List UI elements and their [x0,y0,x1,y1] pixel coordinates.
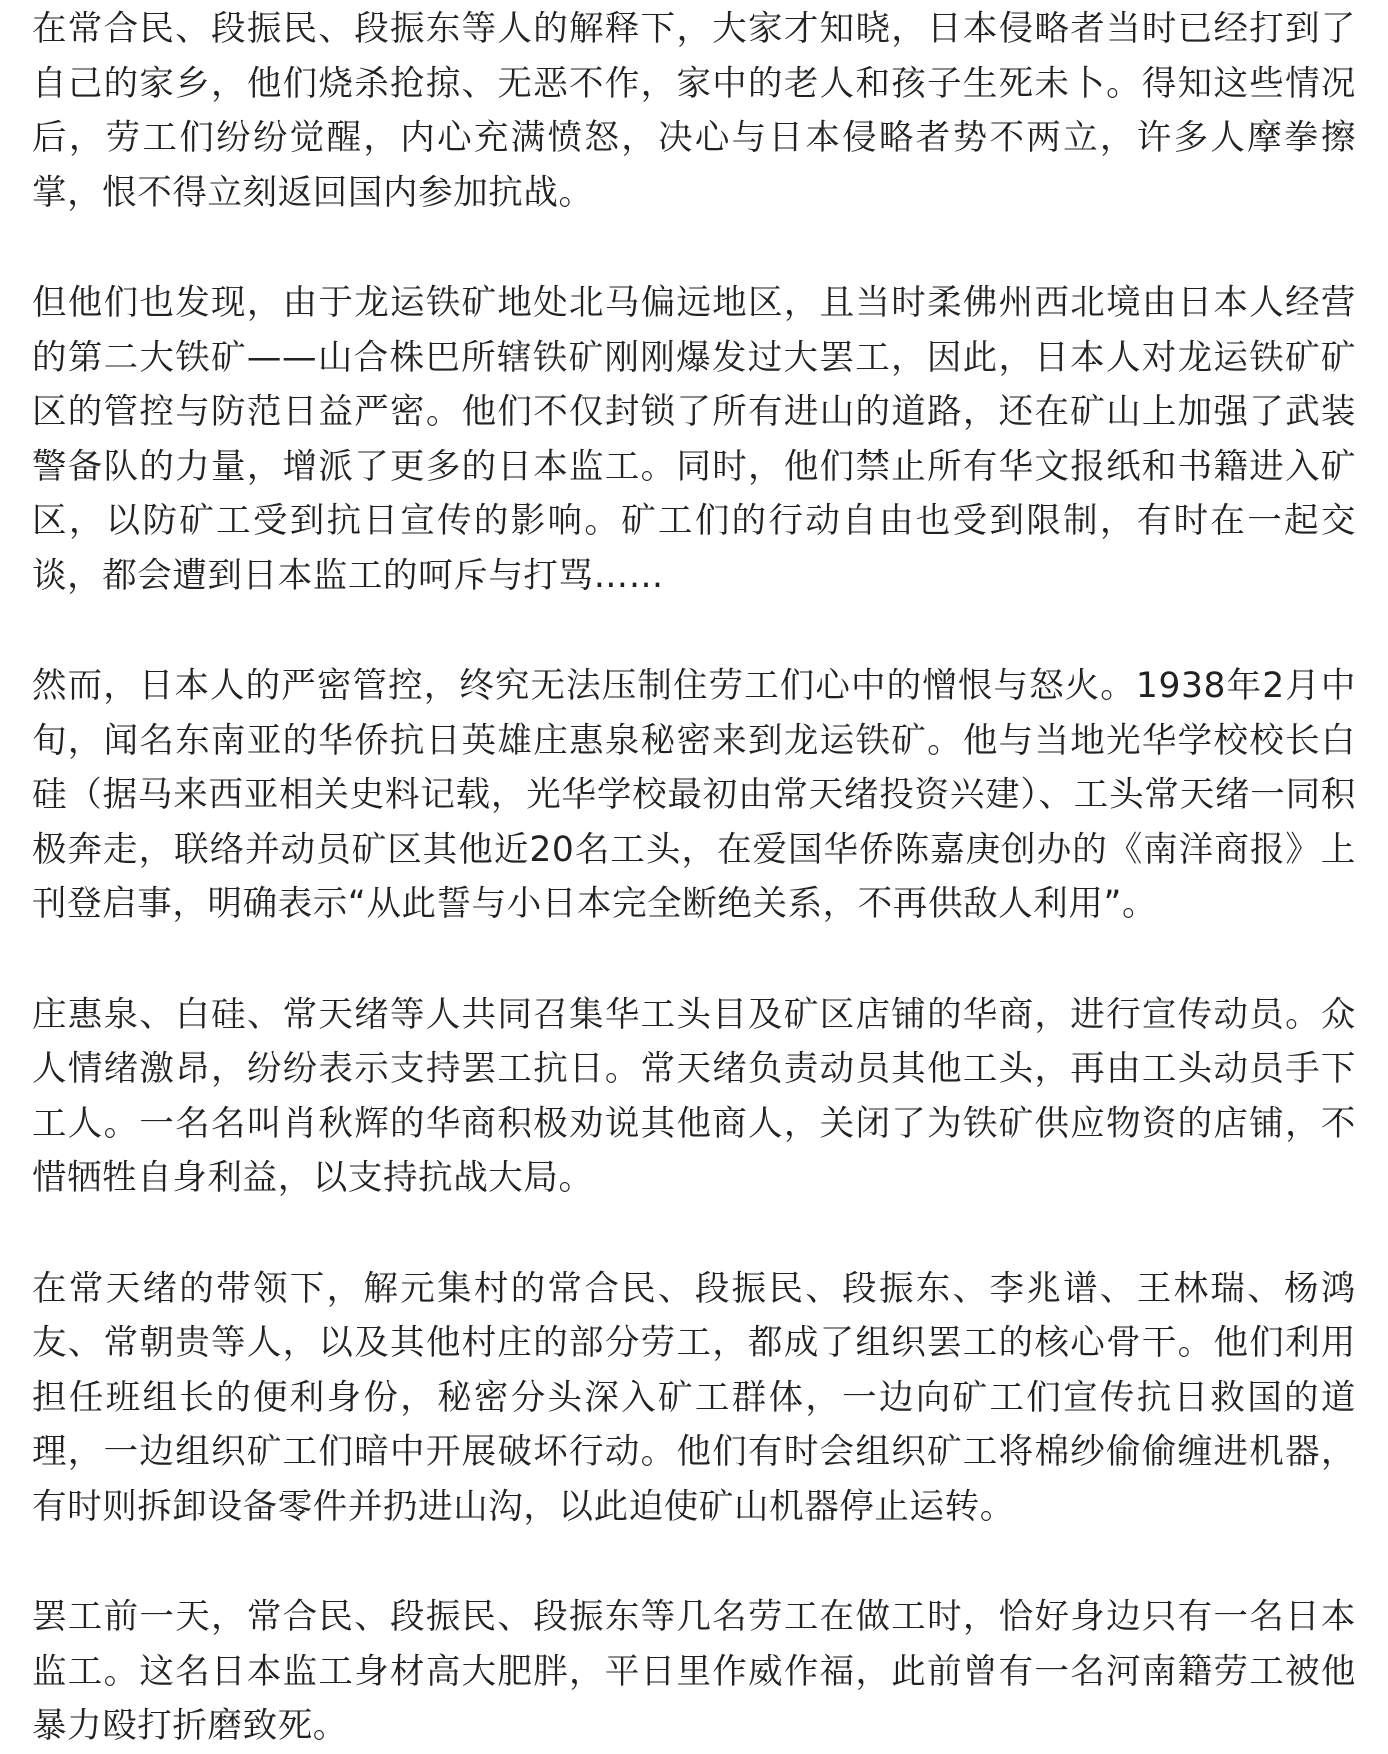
paragraph-4: 庄惠泉、白硅、常天绪等人共同召集华工头目及矿区店铺的华商，进行宣传动员。众人情绪激昂，纷纷表示支持罢工抗日。常天绪负责动员其他工头，再由工头动员手下工人。一名名叫肖秋辉的华商积极劝说其他商人，关闭了为铁矿供应物资的店铺，不惜牺牲自身利益，以支持抗战大局。 [32,994,1356,1198]
paragraph-6: 罢工前一天，常合民、段振民、段振东等几名劳工在做工时，恰好身边只有一名日本监工。这名日本监工身材高大肥胖，平日里作威作福，此前曾有一名河南籍劳工被他暴力殴打折磨致死。 [32,1597,1356,1746]
paragraph-5: 在常天绪的带领下，解元集村的常合民、段振民、段振东、李兆谱、王林瑞、杨鸿友、常朝贵等人，以及其他村庄的部分劳工，都成了组织罢工的核心骨干。他们利用担任班组长的便利身份，秘密分头深入矿工群体，一边向矿工们宣传抗日救国的道理，一边组织矿工们暗中开展破坏行动。他们有时会组织矿工将棉纱偷偷缠进机器，有时则拆卸设备零件并扔进山沟，以此迫使矿山机器停止运转。 [32,1268,1356,1527]
paragraph-3: 然而，日本人的严密管控，终究无法压制住劳工们心中的憎恨与怒火。1938年2月中旬，闻名东南亚的华侨抗日英雄庄惠泉秘密来到龙运铁矿。他与当地光华学校校长白硅（据马来西亚相关史料记载，光华学校最初由常天绪投资兴建）、工头常天绪一同积极奔走，联络并动员矿区其他近20名工头，在爱国华侨陈嘉庚创办的《南洋商报》上刊登启事，明确表示“从此誓与小日本完全断绝关系，不再供敌人利用”。 [32,666,1356,924]
paragraph-1: 在常合民、段振民、段振东等人的解释下，大家才知晓，日本侵略者当时已经打到了自己的家乡，他们烧杀抢掠、无恶不作，家中的老人和孩子生死未卜。得知这些情况后，劳工们纷纷觉醒，内心充满愤怒，决心与日本侵略者势不两立，许多人摩拳擦掌，恨不得立刻返回国内参加抗战。 [32,9,1356,213]
paragraph-2: 但他们也发现，由于龙运铁矿地处北马偏远地区，且当时柔佛州西北境由日本人经营的第二大铁矿——山合株巴所辖铁矿刚刚爆发过大罢工，因此，日本人对龙运铁矿矿区的管控与防范日益严密。他们不仅封锁了所有进山的道路，还在矿山上加强了武装警备队的力量，增派了更多的日本监工。同时，他们禁止所有华文报纸和书籍进入矿区，以防矿工受到抗日宣传的影响。矿工们的行动自由也受到限制，有时在一起交谈，都会遭到日本监工的呵斥与打骂…… [32,283,1356,596]
